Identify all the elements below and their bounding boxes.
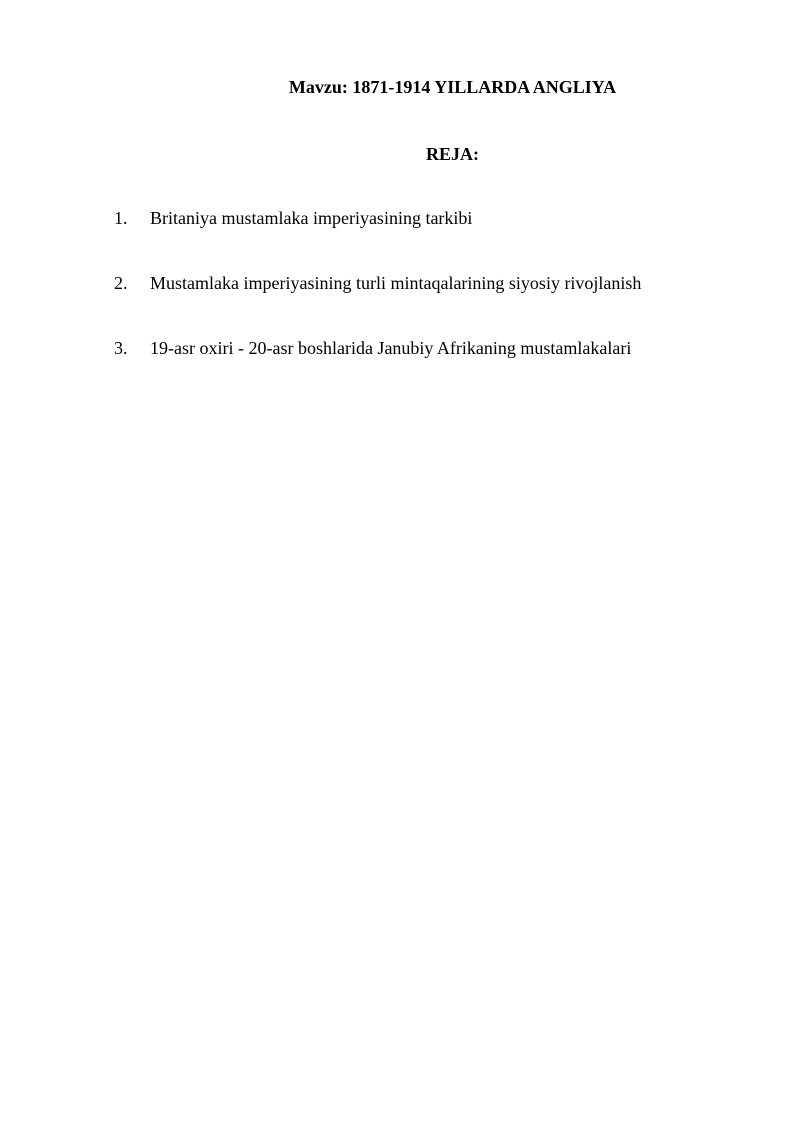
plan-heading: REJA: bbox=[426, 144, 479, 164]
page-title: Mavzu: 1871-1914 YILLARDA ANGLIYA bbox=[288, 77, 617, 97]
list-item bbox=[114, 271, 754, 336]
plan-list bbox=[114, 206, 754, 401]
list-item-number: 2. bbox=[114, 273, 128, 293]
list-item-text: Mustamlaka imperiyasining turli mintaqalarining siyosiy rivojlanish bbox=[150, 273, 642, 293]
list-item-number: 3. bbox=[114, 338, 128, 358]
list-item bbox=[114, 206, 754, 271]
list-item-text: 19-asr oxiri - 20-asr boshlarida Janubiy Afrikaning mustamlakalari bbox=[150, 338, 632, 358]
list-item-text: Britaniya mustamlaka imperiyasining tarkibi bbox=[150, 208, 473, 228]
list-item-number: 1. bbox=[114, 208, 128, 228]
list-item bbox=[114, 336, 754, 401]
